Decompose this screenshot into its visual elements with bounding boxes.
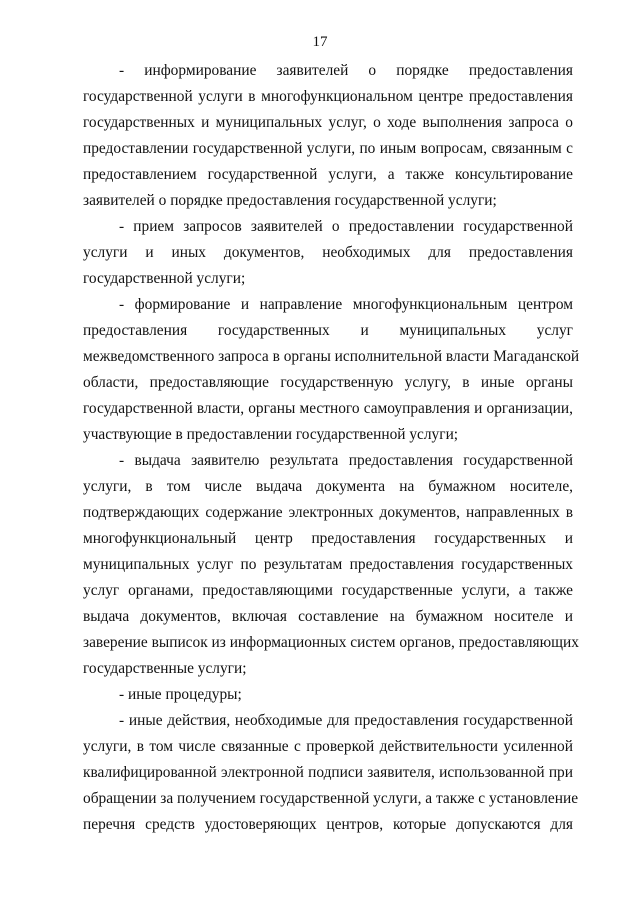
text-line: предоставлении государственной услуги, по иным вопросам, связанным с — [83, 140, 573, 157]
text-line: услуг органами, предоставляющими государственные услуги, а также — [83, 582, 573, 599]
text-line: участвующие в предоставлении государственной услуги; — [83, 426, 459, 443]
text-line: муниципальных услуг по результатам предоставления государственных — [83, 556, 573, 573]
text-line: предоставления государственных и муниципальных услуг — [83, 322, 573, 339]
text-line: межведомственного запроса в органы исполнительной власти Магаданской — [83, 348, 580, 365]
text-line: государственной услуги; — [83, 270, 246, 287]
document-body — [83, 58, 580, 838]
text-line: заявителей о порядке предоставления государственной услуги; — [83, 192, 497, 209]
paragraph — [83, 708, 579, 838]
text-line: - информирование заявителей о порядке предоставления — [119, 62, 573, 79]
paragraph — [83, 448, 579, 682]
paragraph — [83, 682, 573, 708]
text-line: обращении за получением государственной услуги, а также с установление — [83, 790, 579, 807]
text-line: заверение выписок из информационных систем органов, предоставляющих — [83, 634, 579, 651]
text-line: услуги и иных документов, необходимых для предоставления — [83, 244, 573, 261]
text-line: - прием запросов заявителей о предоставлении государственной — [119, 218, 573, 235]
page-number: 17 — [312, 34, 328, 50]
paragraph — [83, 292, 580, 448]
text-line: предоставлением государственной услуги, а также консультирование — [83, 166, 573, 183]
text-line: услуги, в том числе выдача документа на бумажном носителе, — [83, 478, 573, 495]
text-line: - иные процедуры; — [119, 686, 242, 703]
paragraph — [83, 214, 573, 292]
text-line: многофункциональный центр предоставления государственных и — [83, 530, 573, 547]
paragraph — [83, 58, 573, 214]
text-line: - иные действия, необходимые для предоставления государственной — [119, 712, 573, 729]
text-line: государственных и муниципальных услуг, о ходе выполнения запроса о — [83, 114, 573, 131]
text-line: услуги, в том числе связанные с проверкой действительности усиленной — [83, 738, 573, 755]
text-line: подтверждающих содержание электронных документов, направленных в — [83, 504, 573, 521]
text-line: государственные услуги; — [83, 660, 247, 677]
text-line: области, предоставляющие государственную услугу, в иные органы — [83, 374, 573, 391]
text-line: государственной услуги в многофункциональном центре предоставления — [83, 88, 573, 105]
text-line: выдача документов, включая составление на бумажном носителе и — [83, 608, 573, 625]
text-line: - выдача заявителю результата предоставления государственной — [119, 452, 573, 469]
text-line: - формирование и направление многофункциональным центром — [119, 296, 573, 313]
text-line: перечня средств удостоверяющих центров, которые допускаются для — [83, 816, 573, 833]
text-line: государственной власти, органы местного самоуправления и организации, — [83, 400, 573, 417]
text-line: квалифицированной электронной подписи заявителя, использованной при — [83, 764, 573, 781]
